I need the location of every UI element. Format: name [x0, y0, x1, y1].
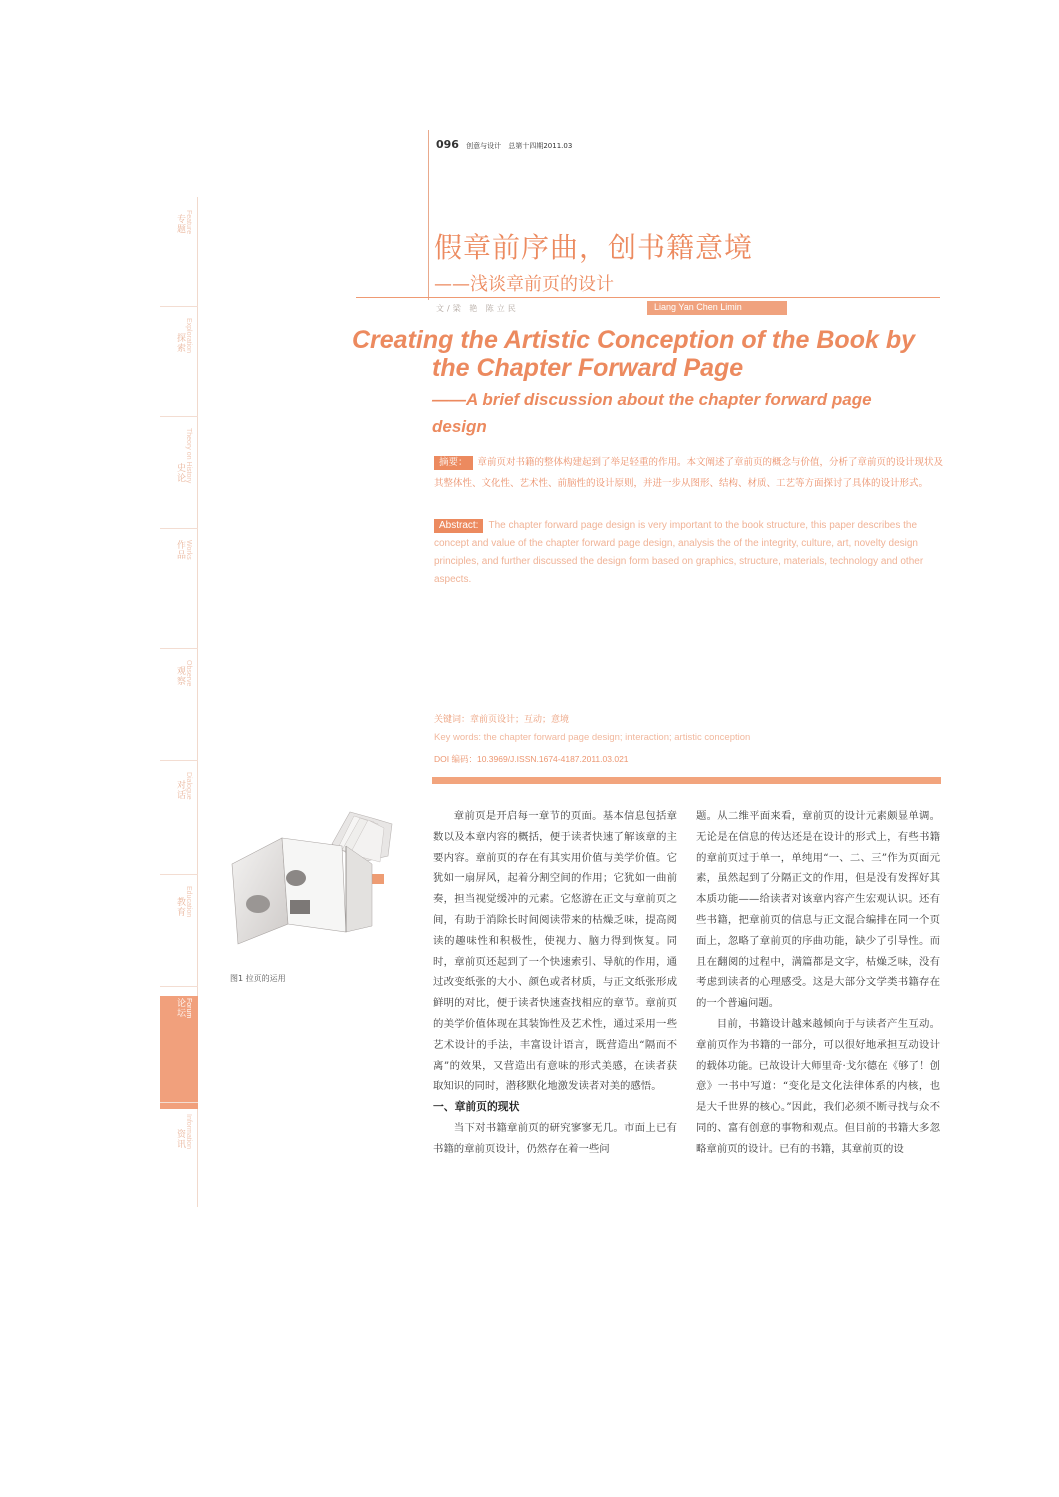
side-rail-item [168, 660, 198, 690]
side-rail-label-cn: 作品 [175, 540, 185, 560]
side-rail-divider [160, 760, 198, 761]
body-column-left [433, 806, 677, 1160]
side-rail-label-en: Theory on History [185, 428, 192, 484]
side-rail-label-en: Observe [185, 660, 192, 687]
body-paragraph: 当下对书籍章前页的研究寥寥无几。市面上已有书籍的章前页设计，仍然存在着一些问 [433, 1121, 677, 1155]
magazine-name: 创意与设计 [466, 142, 502, 150]
body-paragraph: 题。从二维平面来看，章前页的设计元素颇显单调。无论是在信息的传达还是在设计的形式上，有些书籍的章前页过于单一，单纯用“一、二、三”作为页面元素，虽然起到了分隔正文的作用，但是没有发挥好其本质功能——给读者对该章内容产生宏观认识。还有些书籍，把章前页的信息与正文混合编排在同一个页面上，忽略了章前页的序曲功能，缺少了引导性。而且在翻阅的过程中，满篇都是文字，枯燥乏味，没有考虑到读者的心理感受。这是大部分文学类书籍存在的一个普遍问题。 [696, 810, 940, 1010]
keywords-cn: 关键词：章前页设计；互动；意境 [434, 715, 570, 725]
side-rail-label-en: Exploration [185, 318, 192, 354]
authors-cn: 文/梁 艳 陈立民 [436, 304, 519, 313]
figure-1-photo [222, 804, 412, 954]
doi-code: DOI 编码：10.3969/J.ISSN.1674-4187.2011.03.021 [434, 754, 629, 764]
side-rail-label-en: Works [185, 540, 192, 560]
abstract-en-label: Abstract: [434, 519, 483, 533]
side-rail-item [168, 772, 198, 804]
page-number: 096 [436, 138, 459, 151]
keywords-en: Key words: the chapter forward page design; interaction; artistic conception [434, 732, 751, 743]
side-rail-label-cn: 观察 [175, 666, 185, 687]
side-rail-label-cn: 探索 [175, 333, 185, 354]
article-title-en [352, 326, 932, 382]
abstract-en-text: The chapter forward page design is very important to the book structure, this paper describes the concept and value of the chapter forward page design, analysis the of the integrity, culture, art, novelty design principles, and further discussed the design form based on graphics, structure, materials, technology and other aspects. [434, 520, 924, 585]
title-en-line2: the Chapter Forward Page [432, 354, 744, 382]
side-rail-divider [160, 648, 198, 649]
article-title-cn: 假章前序曲，创书籍意境 [434, 231, 754, 264]
title-en-line1: Creating the Artistic Conception of the Book by [352, 326, 915, 354]
side-rail-divider [160, 528, 198, 529]
side-rail-label-en: Dialogue [185, 772, 192, 800]
side-rail-divider [160, 416, 198, 417]
side-rail-label-en: Education [185, 886, 192, 918]
section-heading: 一、章前页的现状 [433, 1100, 520, 1114]
side-rail-item [168, 1114, 198, 1153]
side-rail-label-en: Forum [185, 998, 192, 1019]
side-rail-divider [160, 306, 198, 307]
side-rail-item [168, 318, 198, 357]
article-subtitle-en: ——A brief discussion about the chapter forward page design [432, 390, 872, 436]
side-rail-label-cn: 论坛 [175, 998, 185, 1019]
body-paragraph: 章前页是开启每一章节的页面。基本信息包括章数以及本章内容的概括，便于读者快速了解该章的主要内容。章前页的存在有其实用价值与美学价值。它犹如一扇屏风，起着分割空间的作用；它犹如一曲前奏，担当视觉缓冲的元素。它悠游在正文与章前页之间，有助于消除长时间阅读带来的枯燥乏味，提高阅读的趣味性和积极性，使视力、脑力得到恢复。同时，章前页还起到了一个快速索引、导航的作用，通过改变纸张的大小、颜色或者材质，与正文纸张形成鲜明的对比，便于读者快速查找相应的章节。章前页的美学价值体现在其装饰性及艺术性，通过采用一些艺术设计的手法，丰富设计语言，既营造出“隔而不离”的效果，又营造出有意味的形式美感，在读者获取知识的同时，潜移默化地激发读者对美的感悟。 [433, 810, 677, 1093]
section-divider-bar [432, 777, 941, 784]
header-rule [428, 130, 429, 300]
title-rule [356, 297, 940, 298]
abstract-en [434, 517, 944, 589]
book-photo-icon [222, 804, 412, 954]
side-rail-label-cn: 教育 [175, 897, 185, 918]
side-rail-item [168, 428, 198, 487]
side-rail-divider [160, 986, 198, 987]
side-rail-label-cn: 对话 [175, 779, 185, 800]
side-rail-item [168, 540, 198, 564]
running-header [436, 138, 572, 151]
abstract-cn-text: 章前页对书籍的整体构建起到了举足轻重的作用。本文阐述了章前页的概念与价值，分析了章前页的设计现状及其整体性、文化性、艺术性、前脑性的设计原则，并进一步从图形、结构、材质、工艺等方面探讨了具体的设计形式。 [434, 457, 944, 489]
authors-en: Liang Yan Chen Limin [654, 302, 742, 312]
body-column-right [696, 806, 940, 1160]
side-rail-divider [160, 874, 198, 875]
side-rail-item [168, 886, 198, 921]
side-rail-item [168, 998, 198, 1022]
abstract-cn-label: 摘要： [434, 456, 473, 470]
side-rail-divider [160, 1102, 198, 1103]
body-paragraph: 目前，书籍设计越来越倾向于与读者产生互动。章前页作为书籍的一部分，可以很好地承担互动设计的载体功能。已故设计大师里奇·戈尔德在《够了！创意》一书中写道：“变化是文化法律体系的内核，也是大千世界的核心。”因此，我们必须不断寻找与众不同的、富有创意的事物和观点。但目前的书籍大多忽略章前页的设计。已有的书籍，其章前页的设 [696, 1017, 940, 1155]
side-rail-label-en: Feature [185, 210, 192, 235]
side-rail-label-cn: 史论 [175, 463, 185, 484]
abstract-cn [434, 452, 944, 494]
side-rail-label-cn: 专题 [175, 214, 185, 235]
side-rail-label-cn: 资讯 [175, 1129, 185, 1150]
side-rail-label-en: Information [185, 1114, 192, 1150]
figure-caption: 图1 拉页的运用 [230, 974, 286, 983]
side-rail-item [168, 210, 198, 238]
issue-info: 总第十四期2011.03 [508, 142, 573, 150]
article-subtitle-cn: ——浅谈章前页的设计 [434, 274, 614, 295]
